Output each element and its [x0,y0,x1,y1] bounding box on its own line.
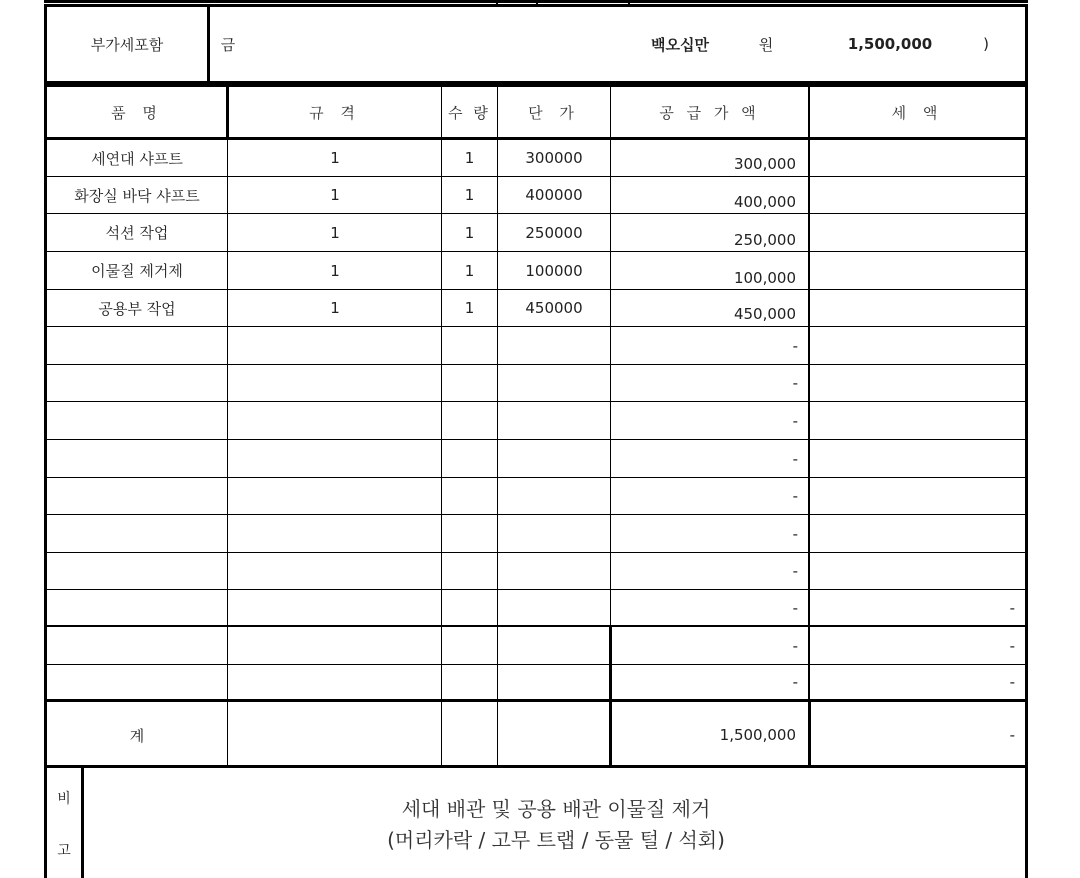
item-tax [810,252,1025,289]
item-spec: 1 [330,149,340,167]
item-supply: - [792,374,798,392]
remarks-divider [81,768,84,878]
item-unit-price [498,402,610,439]
item-qty [442,440,497,477]
item-tax [810,177,1025,213]
item-name: 세연대 샤프트 [91,149,183,168]
vat-label: 부가세포함 [90,35,164,54]
item-tax [810,553,1025,589]
total-supply: 1,500,000 [719,726,796,744]
col-divider [227,140,228,768]
item-tax [810,290,1025,326]
item-unit-price [498,327,610,364]
item-name [47,478,227,514]
item-tax [810,402,1025,439]
item-supply: - [792,598,798,617]
item-supply: - [792,562,798,580]
item-name [47,553,227,589]
item-name [47,665,227,699]
item-supply: - [792,449,798,468]
item-tax [810,515,1025,552]
item-name [47,440,227,477]
header-supply-amount: 공 급 가 액 [659,103,760,122]
vat-won: 원 [758,35,774,54]
item-qty [442,327,497,364]
item-name [47,627,227,664]
item-qty [442,553,497,589]
item-qty: 1 [464,223,475,242]
vat-close-paren: ) [983,35,989,53]
header-unit-price: 단 가 [528,103,580,122]
item-qty [442,515,497,552]
item-name: 이물질 제거제 [91,262,183,280]
item-qty [442,402,497,439]
item-spec [229,665,441,699]
item-tax [810,214,1025,251]
item-tax [810,365,1025,401]
header-quantity: 수 량 [448,103,491,122]
total-tax: - [1009,726,1015,744]
item-tax [810,140,1025,176]
item-spec [229,327,441,364]
item-spec: 1 [330,223,340,242]
item-spec: 1 [330,299,340,317]
item-tax: - [1009,636,1015,655]
item-unit-price: 100000 [525,261,583,280]
item-unit-price: 450000 [525,299,583,317]
item-name [47,365,227,401]
remarks-label-1: 비 [57,791,71,807]
item-qty: 1 [464,186,475,204]
item-supply: - [792,524,798,543]
item-tax [810,327,1025,364]
header-spec: 규 격 [309,103,361,122]
item-name [47,590,227,625]
item-tax: - [1009,673,1015,691]
item-tax: - [1009,598,1015,617]
vat-amount-korean: 백오십만 [651,35,709,54]
vat-amount-prefix: 금 [220,35,236,54]
item-name: 화장실 바닥 샤프트 [74,186,200,205]
item-name: 공용부 작업 [98,299,176,318]
item-supply: - [792,673,798,691]
item-name [47,515,227,552]
item-spec [229,440,441,477]
header-item-name: 품 명 [111,103,163,122]
header-tax: 세 액 [891,103,944,122]
item-supply: 250,000 [733,230,796,249]
item-unit-price [498,665,610,699]
item-name [47,402,227,439]
item-spec [229,515,441,552]
item-unit-price [498,478,610,514]
item-spec [229,365,441,401]
item-supply: - [792,636,798,655]
item-unit-price: 300000 [525,149,583,167]
item-spec [229,478,441,514]
item-qty [442,627,497,664]
item-spec: 1 [330,261,340,280]
item-qty: 1 [464,261,475,280]
item-unit-price [498,515,610,552]
item-supply: - [792,487,798,505]
item-supply: - [792,411,798,430]
item-unit-price: 250000 [525,223,583,242]
remarks-line-2: (머리카락 / 고무 트랩 / 동물 털 / 석회) [387,828,725,852]
total-label: 계 [129,726,145,745]
item-unit-price [498,590,610,625]
vat-amount-number: 1,500,000 [847,35,933,53]
item-unit-price: 400000 [525,186,583,204]
item-spec [229,553,441,589]
item-spec [229,590,441,625]
item-tax [810,478,1025,514]
item-supply: 400,000 [733,193,796,211]
item-supply: 100,000 [733,268,796,287]
item-name [47,327,227,364]
item-qty [442,590,497,625]
item-qty [442,665,497,699]
item-unit-price [498,365,610,401]
item-unit-price [498,553,610,589]
item-supply: 300,000 [733,155,796,173]
item-tax [810,440,1025,477]
item-supply: - [792,336,798,355]
item-spec [229,627,441,664]
item-spec [229,402,441,439]
item-spec: 1 [330,186,340,204]
vat-divider [207,4,210,84]
item-qty [442,478,497,514]
item-qty [442,365,497,401]
item-unit-price [498,440,610,477]
item-qty: 1 [464,299,475,317]
remarks-label-2: 고 [57,843,71,859]
remarks-line-1: 세대 배관 및 공용 배관 이물질 제거 [401,797,711,821]
item-qty: 1 [464,149,475,167]
item-supply: 450,000 [733,305,796,323]
item-name: 석션 작업 [105,224,169,242]
item-unit-price [498,627,610,664]
